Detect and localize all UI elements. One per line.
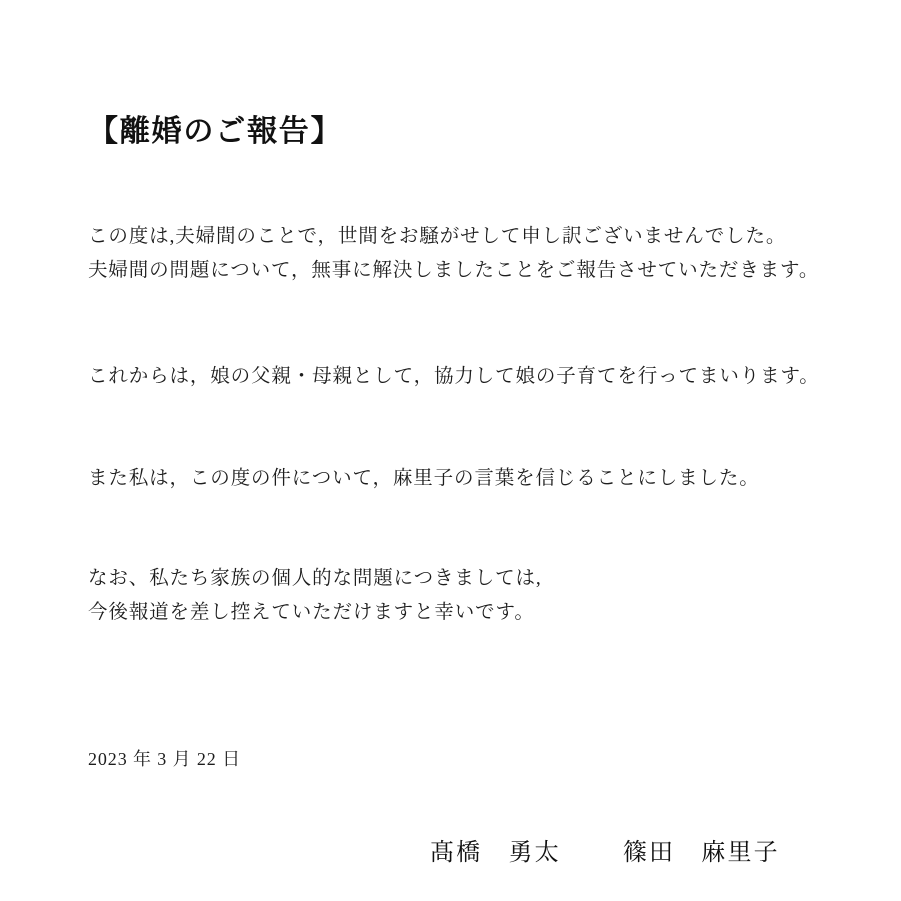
document-date: 2023 年 3 月 22 日 <box>88 749 241 769</box>
signature-block <box>430 832 780 867</box>
paragraph-line: なお、私たち家族の個人的な問題につきましては, <box>88 568 542 589</box>
paragraph-line: また私は，この度の件について，麻里子の言葉を信じることにしました。 <box>88 468 760 489</box>
paragraph-line: この度は,夫婦間のことで，世間をお騒がせして申し訳ございませんでした。 <box>88 226 787 247</box>
paragraph-line: 夫婦間の問題について，無事に解決しましたことをご報告させていただきます。 <box>88 260 820 282</box>
paragraph-coparenting <box>88 360 820 394</box>
signature-name-second: 篠田 麻里子 <box>622 840 780 866</box>
paragraph-line: これからは，娘の父親・母親として，協力して娘の子育てを行ってまいります。 <box>88 366 820 387</box>
paragraph-apology <box>88 220 819 288</box>
paragraph-line: 今後報道を差し控えていただけますと幸いです。 <box>88 602 535 624</box>
paragraph-trust <box>88 462 760 496</box>
signature-name-first: 髙橋 勇太 <box>430 840 561 866</box>
page-title: 【離婚のご報告】 <box>88 115 343 149</box>
paragraph-press-request <box>88 562 542 630</box>
